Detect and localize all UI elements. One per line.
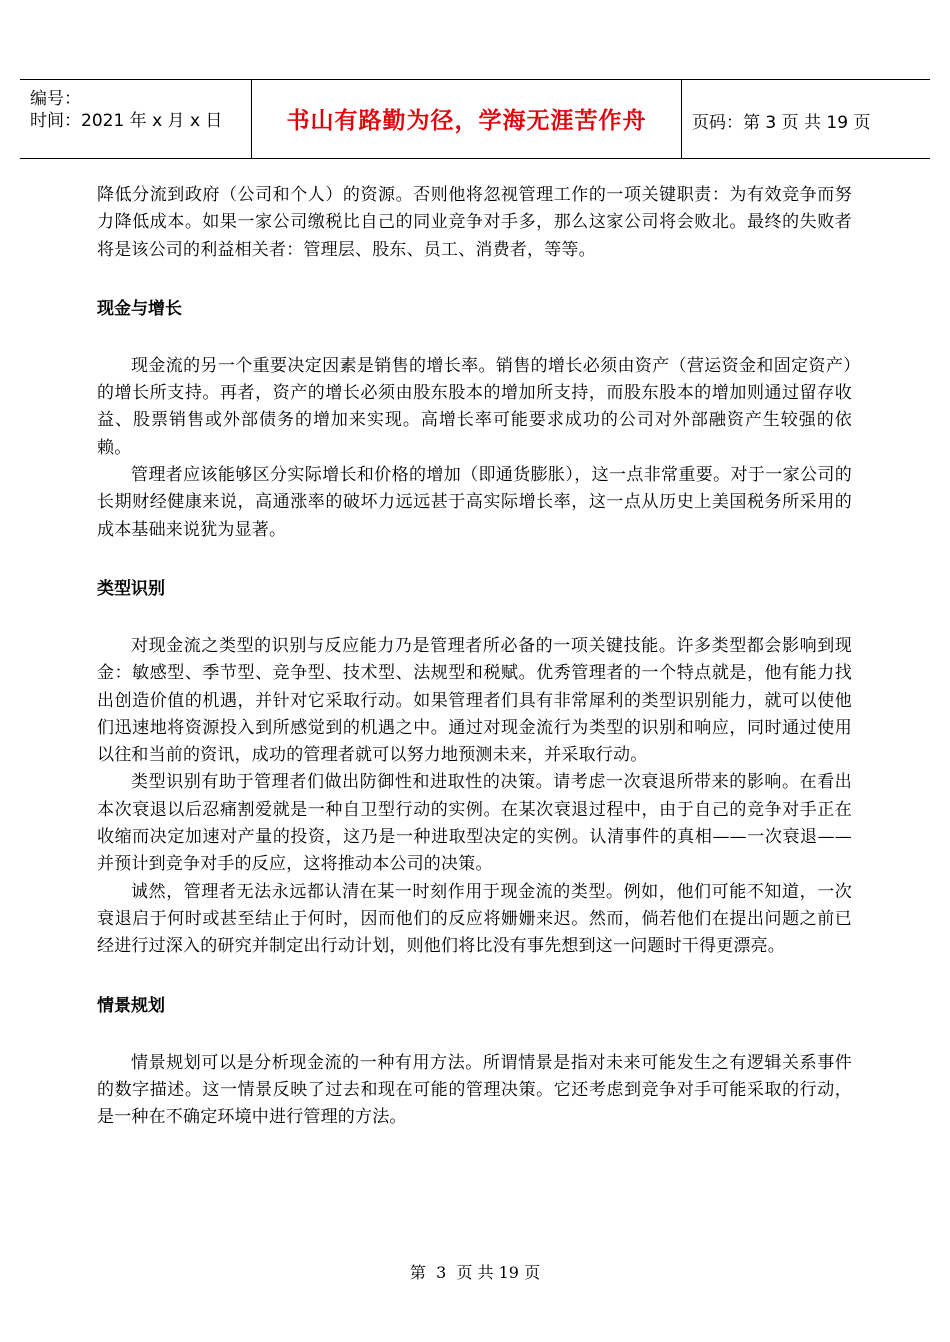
paragraph: 现金流的另一个重要决定因素是销售的增长率。销售的增长必须由资产（营运资金和固定资产）的增长所支持。再者，资产的增长必须由股东股本的增加所支持，而股东股本的增加则通过留存收益、股票销售或外部债务的增加来实现。高增长率可能要求成功的公司对外部融资产生较强的依赖。 [97,355,852,458]
document-number-label: 编号： [30,89,81,109]
header-page-code: 页码：第 3 页 共 19 页 [692,113,871,133]
document-body [97,182,852,1131]
header-left-cell [20,80,252,158]
header-right-cell [682,80,930,158]
page-footer: 第 3 页 共 19 页 [409,1263,541,1282]
section-heading-scenario-planning: 情景规划 [97,995,165,1016]
header-middle-cell [252,80,682,158]
section-heading-pattern-recognition: 类型识别 [97,578,165,599]
paragraph: 诚然，管理者无法永远都认清在某一时刻作用于现金流的类型。例如，他们可能不知道，一次衰退启于何时或甚至结止于何时，因而他们的反应将姗姗来迟。然而，倘若他们在提出问题之前已经进行过深入的研究并制定出行动计划，则他们将比没有事先想到这一问题时干得更漂亮。 [97,881,852,957]
paragraph: 情景规划可以是分析现金流的一种有用方法。所谓情景是指对未来可能发生之有逻辑关系事件的数字描述。这一情景反映了过去和现在可能的管理决策。它还考虑到竞争对手可能采取的行动，是一种在不确定环境中进行管理的方法。 [97,1052,852,1128]
header-motto: 书山有路勤为径，学海无涯苦作舟 [286,108,647,134]
document-time-label: 时间：2021 年 x 月 x 日 [30,111,223,131]
section-heading-cash-growth: 现金与增长 [97,298,182,319]
header-table [20,79,930,159]
paragraph-continued: 降低分流到政府（公司和个人）的资源。否则他将忽视管理工作的一项关键职责：为有效竞争而努力降低成本。如果一家公司缴税比自己的同业竞争对手多，那么这家公司将会败北。最终的失败者将是该公司的利益相关者：管理层、股东、员工、消费者，等等。 [97,185,852,260]
paragraph: 管理者应该能够区分实际增长和价格的增加（即通货膨胀），这一点非常重要。对于一家公司的长期财经健康来说，高通涨率的破坏力远远甚于高实际增长率，这一点从历史上美国税务所采用的成本基础来说犹为显著。 [97,465,852,540]
paragraph: 类型识别有助于管理者们做出防御性和进取性的决策。请考虑一次衰退所带来的影响。在看出本次衰退以后忍痛割爱就是一种自卫型行动的实例。在某次衰退过程中，由于自己的竞争对手正在收缩而决定加速对产量的投资，这乃是一种进取型决定的实例。认清事件的真相——一次衰退——并预计到竞争对手的反应，这将推动本公司的决策。 [97,772,852,875]
paragraph: 对现金流之类型的识别与反应能力乃是管理者所必备的一项关键技能。许多类型都会影响到现金：敏感型、季节型、竞争型、技术型、法规型和税赋。优秀管理者的一个特点就是，他有能力找出创造价值的机遇，并针对它采取行动。如果管理者们具有非常犀利的类型识别能力，就可以使他们迅速地将资源投入到所感觉到的机遇之中。通过对现金流行为类型的识别和响应，同时通过使用以往和当前的资讯，成功的管理者就可以努力地预测未来，并采取行动。 [97,635,852,766]
